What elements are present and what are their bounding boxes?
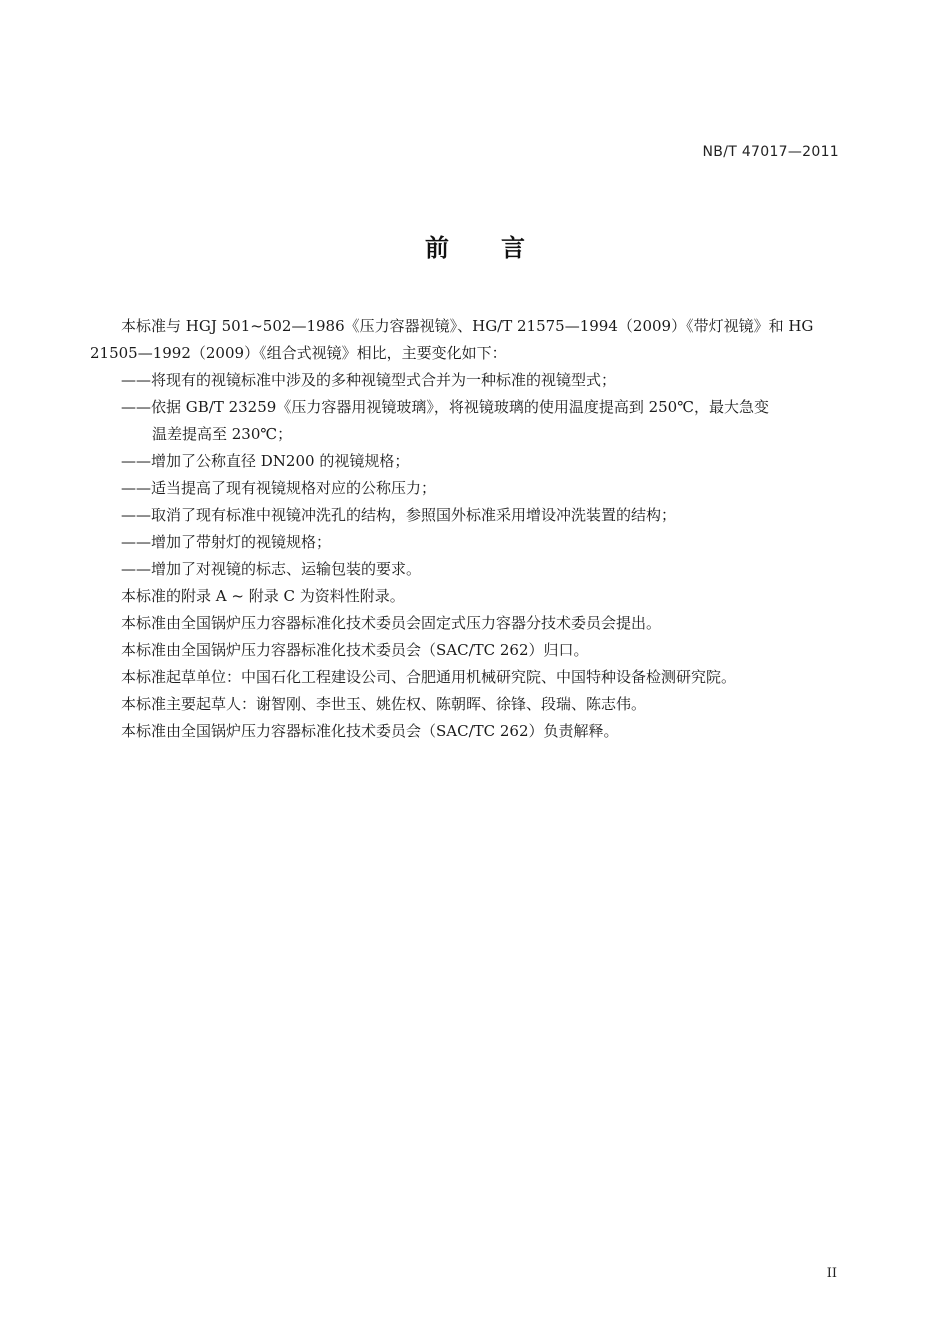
change-item [121,556,843,583]
foreword-body [90,313,843,745]
change-item [121,394,843,448]
intro-paragraph [90,313,843,367]
change-item-text: ——增加了带射灯的视镜规格； [121,533,332,551]
change-item-continuation: 温差提高至 230℃； [152,425,293,443]
statement-proposed-by: 本标准由全国锅炉压力容器标准化技术委员会固定式压力容器分技术委员会提出。 [121,614,662,632]
change-item-text: ——增加了对视镜的标志、运输包装的要求。 [121,560,422,578]
change-item-text: ——依据 GB/T 23259《压力容器用视镜玻璃》，将视镜玻璃的使用温度提高到 250℃，最大急变 [121,398,769,416]
intro-line-1: 本标准与 HGJ 501~502—1986《压力容器视镜》、HG/T 21575—1994（2009）《带灯视镜》和 HG [121,317,814,335]
statement-drafting-units: 本标准起草单位：中国石化工程建设公司、合肥通用机械研究院、中国特种设备检测研究院。 [121,668,737,686]
statement-drafters: 本标准主要起草人：谢智刚、李世玉、姚佐权、陈朝晖、徐锋、段瑞、陈志伟。 [121,695,647,713]
statement-centralized-by: 本标准由全国锅炉压力容器标准化技术委员会（SAC/TC 262）归口。 [121,641,589,659]
change-item [121,367,843,394]
change-item [121,502,843,529]
change-item-text: ——适当提高了现有视镜规格对应的公称压力； [121,479,437,497]
change-item-text: ——将现有的视镜标准中涉及的多种视镜型式合并为一种标准的视镜型式； [121,371,617,389]
page-title: 前言 [425,234,577,262]
change-item-text: ——增加了公称直径 DN200 的视镜规格； [121,452,410,470]
change-item [121,475,843,502]
standard-code: NB/T 47017—2011 [702,144,839,160]
page-number: II [826,1266,837,1281]
change-item-text: ——取消了现有标准中视镜冲洗孔的结构，参照国外标准采用增设冲洗装置的结构； [121,506,677,524]
statement-appendix: 本标准的附录 A ~ 附录 C 为资料性附录。 [121,587,405,605]
statement-interpretation: 本标准由全国锅炉压力容器标准化技术委员会（SAC/TC 262）负责解释。 [121,722,619,740]
change-item [121,448,843,475]
intro-line-2: 21505—1992（2009）《组合式视镜》相比，主要变化如下： [90,344,507,362]
change-item [121,529,843,556]
